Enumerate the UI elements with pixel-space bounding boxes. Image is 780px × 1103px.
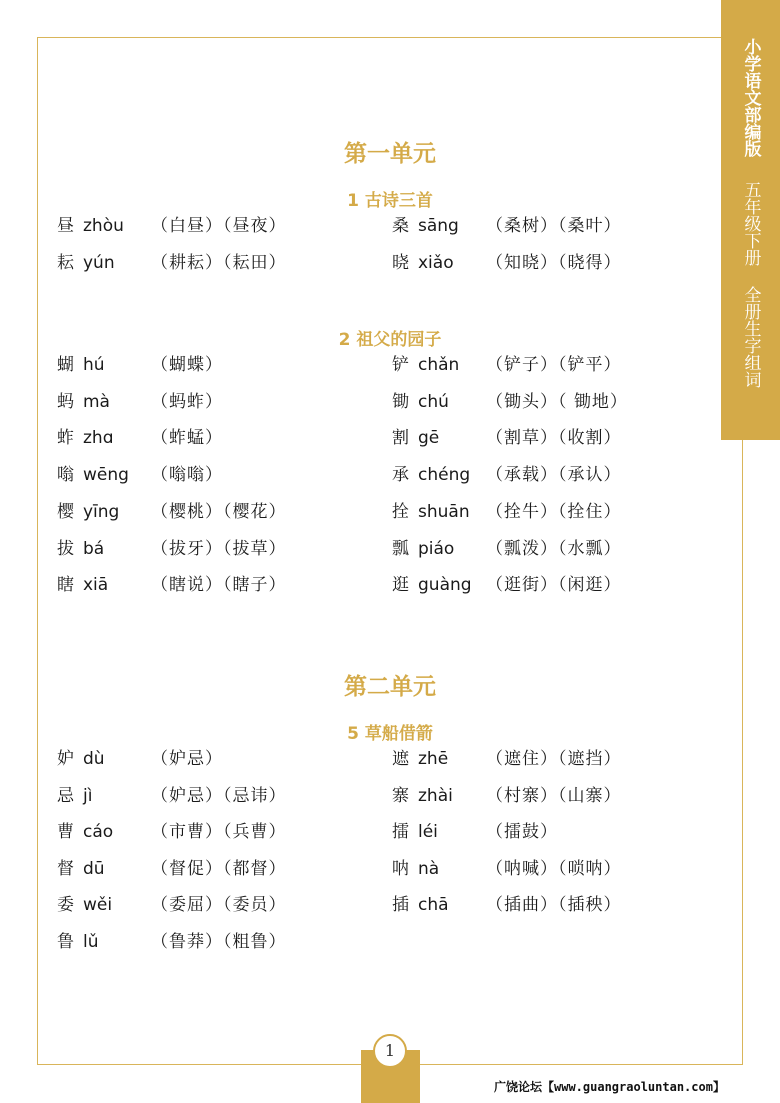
footer-source: 广饶论坛【www.guangraoluntan.com】: [494, 1080, 725, 1094]
vocab-entry: [392, 500, 692, 524]
vocab-entry: [57, 214, 357, 238]
side-tab-subject: 全册生字组词: [740, 286, 761, 388]
vocab-entry: [57, 463, 357, 487]
vocab-words: （督促）（都督）: [151, 858, 287, 879]
vocab-pinyin: wěi: [83, 895, 113, 916]
vocab-entry: [392, 857, 692, 881]
vocab-character: 插: [392, 895, 409, 916]
vocab-character: 耘: [57, 253, 74, 273]
vocab-entry: [57, 784, 357, 808]
vocab-character: 蚂: [57, 391, 74, 412]
vocab-words: （拔牙）（拔草）: [151, 538, 287, 559]
vocab-character: 樱: [57, 501, 74, 522]
vocab-pinyin: guàng: [418, 575, 472, 596]
vocab-words: （耕耘）（耘田）: [151, 253, 287, 273]
vocab-character: 遮: [392, 749, 409, 769]
vocab-pinyin: nà: [418, 858, 440, 879]
vocab-character: 委: [57, 895, 74, 916]
vocab-character: 瞎: [57, 575, 74, 596]
vocab-character: 铲: [392, 355, 409, 375]
vocab-words: （承载）（承认）: [486, 465, 622, 486]
vocab-pinyin: chéng: [418, 465, 471, 486]
vocab-words: （逛街）（闲逛）: [486, 575, 622, 596]
vocab-entry: [57, 930, 357, 954]
vocab-pinyin: xiǎo: [418, 253, 454, 273]
vocab-pinyin: piáo: [418, 538, 455, 559]
vocab-pinyin: zhɑ: [83, 428, 114, 449]
vocab-pinyin: cáo: [83, 822, 114, 843]
vocab-pinyin: léi: [418, 822, 438, 843]
vocab-pinyin: lǔ: [83, 932, 99, 952]
vocab-pinyin: wēng: [83, 465, 129, 486]
vocab-words: （蝴蝶）: [151, 355, 223, 375]
vocab-entry: [57, 857, 357, 881]
vocab-words: （知晓）（晓得）: [486, 253, 622, 273]
vocab-entry: [392, 251, 692, 275]
vocab-character: 晓: [392, 253, 409, 273]
unit-title: 第二单元: [344, 674, 436, 700]
vocab-pinyin: sāng: [418, 216, 459, 236]
vocab-character: 瓢: [392, 538, 409, 559]
vocab-words: （委屈）（委员）: [151, 895, 287, 916]
vocab-character: 昼: [57, 216, 74, 236]
vocab-character: 督: [57, 858, 74, 879]
vocab-words: （割草）（收割）: [486, 428, 622, 449]
vocab-entry: [57, 390, 357, 414]
vocab-character: 割: [392, 428, 409, 449]
vocab-pinyin: xiā: [83, 575, 109, 596]
vocab-entry: [392, 353, 692, 377]
vocab-words: （瓢泼）（水瓢）: [486, 538, 622, 559]
vocab-pinyin: zhòu: [83, 216, 124, 236]
vocab-words: （樱桃）（樱花）: [151, 501, 287, 522]
vocab-entry: [392, 463, 692, 487]
vocab-pinyin: dù: [83, 749, 105, 769]
vocab-entry: [392, 784, 692, 808]
vocab-entry: [57, 820, 357, 844]
vocab-pinyin: jì: [83, 785, 93, 806]
vocab-words: （擂鼓）: [486, 822, 558, 843]
vocab-pinyin: chǎn: [418, 355, 460, 375]
vocab-entry: [57, 573, 357, 597]
vocab-pinyin: bá: [83, 538, 105, 559]
vocab-entry: [392, 747, 692, 771]
vocab-words: （呐喊）（唢呐）: [486, 858, 622, 879]
lesson-title: 2 祖父的园子: [338, 330, 442, 350]
vocab-words: （妒忌）: [151, 749, 223, 769]
vocab-words: （遮住）（遮挡）: [486, 749, 622, 769]
vocab-entry: [392, 820, 692, 844]
vocab-character: 嗡: [57, 465, 74, 486]
lesson-title: 5 草船借箭: [347, 724, 433, 744]
vocab-entry: [392, 893, 692, 917]
vocab-entry: [392, 537, 692, 561]
vocab-entry: [392, 573, 692, 597]
vocab-pinyin: chā: [418, 895, 449, 916]
vocab-character: 拔: [57, 538, 74, 559]
vocab-pinyin: shuān: [418, 501, 470, 522]
vocab-character: 忌: [57, 785, 74, 806]
vocab-pinyin: dū: [83, 858, 105, 879]
unit-title: 第一单元: [344, 141, 436, 167]
vocab-words: （白昼）（昼夜）: [151, 216, 287, 236]
vocab-pinyin: yún: [83, 253, 115, 273]
vocab-pinyin: zhài: [418, 785, 453, 806]
vocab-words: （插曲）（插秧）: [486, 895, 622, 916]
side-tab-grade: 五年级下册: [740, 181, 761, 266]
vocab-entry: [57, 537, 357, 561]
vocab-entry: [57, 426, 357, 450]
vocab-words: （拴牛）（拴住）: [486, 501, 622, 522]
vocab-pinyin: mà: [83, 391, 110, 412]
vocab-character: 拴: [392, 501, 409, 522]
vocab-character: 蚱: [57, 428, 74, 449]
vocab-character: 承: [392, 465, 409, 486]
vocab-character: 呐: [392, 858, 409, 879]
vocab-words: （嗡嗡）: [151, 465, 223, 486]
lesson-title: 1 古诗三首: [347, 191, 433, 211]
vocab-pinyin: yīng: [83, 501, 120, 522]
vocab-character: 锄: [392, 391, 409, 412]
vocab-pinyin: hú: [83, 355, 105, 375]
vocab-words: （妒忌）（忌讳）: [151, 785, 287, 806]
vocab-pinyin: gē: [418, 428, 440, 449]
vocab-entry: [57, 353, 357, 377]
vocab-character: 擂: [392, 822, 409, 843]
vocab-entry: [57, 251, 357, 275]
vocab-entry: [57, 500, 357, 524]
vocab-character: 鲁: [57, 932, 74, 952]
vocab-character: 妒: [57, 749, 74, 769]
side-tab: [721, 0, 780, 440]
vocab-words: （蚂蚱）: [151, 391, 223, 412]
vocab-entry: [57, 893, 357, 917]
vocab-character: 寨: [392, 785, 409, 806]
vocab-pinyin: chú: [418, 391, 449, 412]
vocab-words: （市曹）（兵曹）: [151, 822, 287, 843]
vocab-entry: [57, 747, 357, 771]
vocab-words: （鲁莽）（粗鲁）: [151, 932, 287, 952]
vocab-entry: [392, 426, 692, 450]
vocab-entry: [392, 390, 692, 414]
vocab-pinyin: zhē: [418, 749, 449, 769]
vocab-character: 曹: [57, 822, 74, 843]
vocab-words: （村寨）（山寨）: [486, 785, 622, 806]
vocab-character: 逛: [392, 575, 409, 596]
vocab-words: （铲子）（铲平）: [486, 355, 622, 375]
vocab-words: （蚱蜢）: [151, 428, 223, 449]
vocab-entry: [392, 214, 692, 238]
side-tab-series: 小学语文部编版: [740, 38, 761, 157]
vocab-words: （桑树）（桑叶）: [486, 216, 622, 236]
vocab-character: 桑: [392, 216, 409, 236]
page-number: 1: [373, 1034, 407, 1068]
vocab-character: 蝴: [57, 355, 74, 375]
vocab-words: （瞎说）（瞎子）: [151, 575, 287, 596]
vocab-words: （锄头）（ 锄地）: [486, 391, 628, 412]
